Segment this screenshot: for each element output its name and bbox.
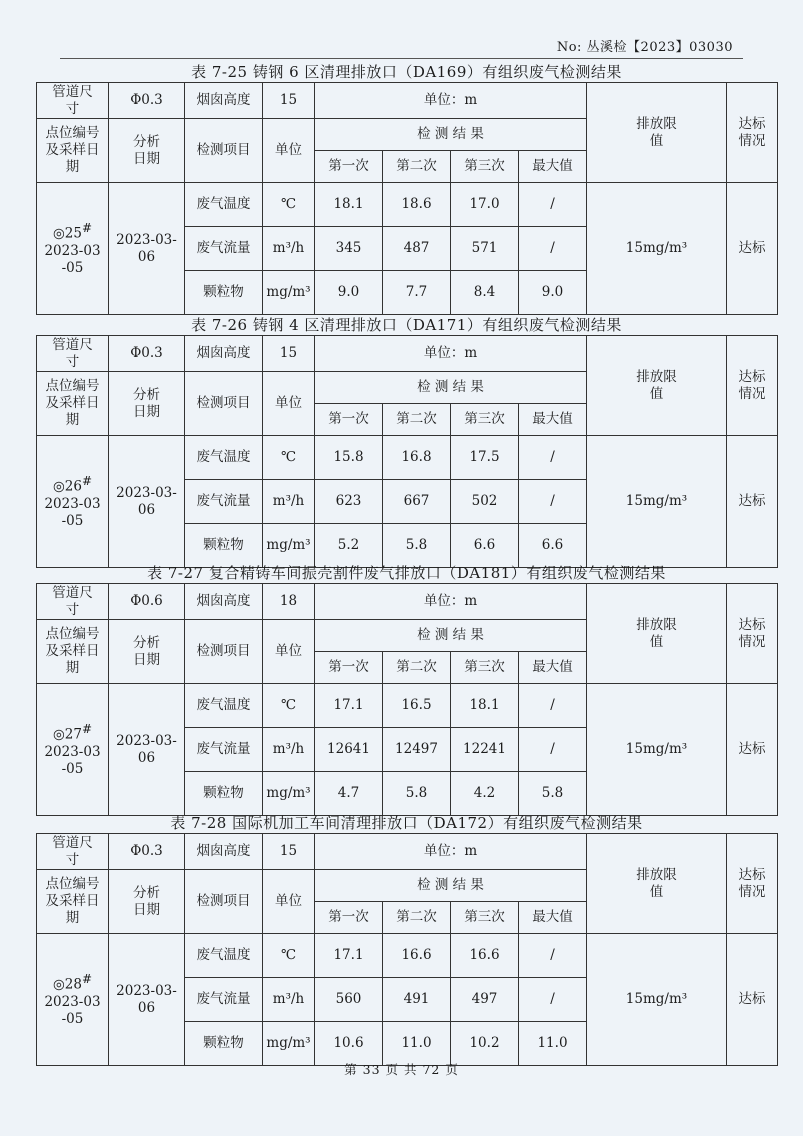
- result-table-block-4: [36, 813, 777, 1066]
- row-v2: 487: [383, 227, 451, 271]
- unit-label: 单位：m: [315, 336, 587, 372]
- pipe-size-value: Φ0.3: [109, 834, 185, 870]
- pipe-size-label: 管道尺寸: [37, 834, 109, 870]
- unit-header: 单位: [263, 372, 315, 436]
- row-v1: 5.2: [315, 524, 383, 568]
- compliance-header: 达标情况: [727, 336, 778, 436]
- row-v2: 16.5: [383, 684, 451, 728]
- row-max: /: [519, 728, 587, 772]
- results-header: 检 测 结 果: [315, 870, 587, 902]
- row-v2: 667: [383, 480, 451, 524]
- row-unit: m³/h: [263, 480, 315, 524]
- third-header: 第三次: [451, 652, 519, 684]
- row-item: 废气温度: [185, 934, 263, 978]
- row-unit: m³/h: [263, 978, 315, 1022]
- item-header: 检测项目: [185, 372, 263, 436]
- row-v3: 17.0: [451, 183, 519, 227]
- row-v2: 5.8: [383, 524, 451, 568]
- row-max: /: [519, 183, 587, 227]
- row-max: 9.0: [519, 271, 587, 315]
- chimney-height-value: 18: [263, 584, 315, 620]
- row-item: 废气温度: [185, 183, 263, 227]
- row-v2: 16.8: [383, 436, 451, 480]
- row-max: 6.6: [519, 524, 587, 568]
- unit-label: 单位：m: [315, 834, 587, 870]
- result-table: [36, 335, 778, 568]
- max-header: 最大值: [519, 902, 587, 934]
- analysis-date-cell: 2023-03- 06: [109, 183, 185, 315]
- row-unit: ℃: [263, 436, 315, 480]
- row-unit: mg/m³: [263, 772, 315, 816]
- limit-value: 15mg/m³: [587, 183, 727, 315]
- result-table: [36, 583, 778, 816]
- row-max: /: [519, 480, 587, 524]
- row-v1: 15.8: [315, 436, 383, 480]
- second-header: 第二次: [383, 902, 451, 934]
- row-v1: 17.1: [315, 684, 383, 728]
- header-rule: [60, 58, 743, 59]
- second-header: 第二次: [383, 404, 451, 436]
- row-item: 颗粒物: [185, 524, 263, 568]
- row-v3: 502: [451, 480, 519, 524]
- result-table: [36, 833, 778, 1066]
- third-header: 第三次: [451, 151, 519, 183]
- pipe-size-label: 管道尺寸: [37, 336, 109, 372]
- point-id-header: 点位编号及采样日期: [37, 119, 109, 183]
- point-id-header: 点位编号及采样日期: [37, 372, 109, 436]
- first-header: 第一次: [315, 404, 383, 436]
- analysis-date-header: 分析日期: [109, 119, 185, 183]
- row-v1: 9.0: [315, 271, 383, 315]
- row-item: 颗粒物: [185, 1022, 263, 1066]
- row-v3: 17.5: [451, 436, 519, 480]
- chimney-height-label: 烟囱高度: [185, 834, 263, 870]
- row-item: 废气温度: [185, 684, 263, 728]
- point-cell: ◎28# 2023-03 -05: [37, 934, 109, 1066]
- results-header: 检 测 结 果: [315, 119, 587, 151]
- row-v3: 4.2: [451, 772, 519, 816]
- third-header: 第三次: [451, 902, 519, 934]
- first-header: 第一次: [315, 652, 383, 684]
- row-max: 5.8: [519, 772, 587, 816]
- compliance-value: 达标: [727, 436, 778, 568]
- first-header: 第一次: [315, 151, 383, 183]
- point-id-header: 点位编号及采样日期: [37, 620, 109, 684]
- row-v1: 10.6: [315, 1022, 383, 1066]
- pipe-size-label: 管道尺寸: [37, 584, 109, 620]
- limit-header: 排放限值: [587, 834, 727, 934]
- unit-label: 单位：m: [315, 83, 587, 119]
- row-unit: mg/m³: [263, 524, 315, 568]
- row-max: /: [519, 684, 587, 728]
- second-header: 第二次: [383, 652, 451, 684]
- compliance-header: 达标情况: [727, 83, 778, 183]
- row-v2: 7.7: [383, 271, 451, 315]
- chimney-height-value: 15: [263, 83, 315, 119]
- row-v3: 6.6: [451, 524, 519, 568]
- compliance-value: 达标: [727, 183, 778, 315]
- row-v3: 18.1: [451, 684, 519, 728]
- row-item: 废气温度: [185, 436, 263, 480]
- pipe-size-label: 管道尺寸: [37, 83, 109, 119]
- compliance-value: 达标: [727, 684, 778, 816]
- limit-value: 15mg/m³: [587, 436, 727, 568]
- row-v1: 12641: [315, 728, 383, 772]
- analysis-date-header: 分析日期: [109, 372, 185, 436]
- max-header: 最大值: [519, 652, 587, 684]
- row-unit: m³/h: [263, 728, 315, 772]
- compliance-value: 达标: [727, 934, 778, 1066]
- document-number: No: 丛溪检【2023】03030: [556, 40, 733, 55]
- row-max: /: [519, 436, 587, 480]
- row-v3: 497: [451, 978, 519, 1022]
- pipe-size-value: Φ0.3: [109, 336, 185, 372]
- results-header: 检 测 结 果: [315, 372, 587, 404]
- limit-value: 15mg/m³: [587, 934, 727, 1066]
- row-max: /: [519, 934, 587, 978]
- row-v1: 623: [315, 480, 383, 524]
- row-item: 废气流量: [185, 978, 263, 1022]
- row-v1: 345: [315, 227, 383, 271]
- row-unit: ℃: [263, 183, 315, 227]
- row-v3: 12241: [451, 728, 519, 772]
- chimney-height-value: 15: [263, 336, 315, 372]
- row-item: 废气流量: [185, 227, 263, 271]
- row-v2: 11.0: [383, 1022, 451, 1066]
- item-header: 检测项目: [185, 620, 263, 684]
- point-cell: ◎26# 2023-03 -05: [37, 436, 109, 568]
- point-id-header: 点位编号及采样日期: [37, 870, 109, 934]
- third-header: 第三次: [451, 404, 519, 436]
- point-cell: ◎25# 2023-03 -05: [37, 183, 109, 315]
- row-v2: 12497: [383, 728, 451, 772]
- limit-value: 15mg/m³: [587, 684, 727, 816]
- chimney-height-label: 烟囱高度: [185, 83, 263, 119]
- unit-label: 单位：m: [315, 584, 587, 620]
- row-v2: 491: [383, 978, 451, 1022]
- chimney-height-value: 15: [263, 834, 315, 870]
- second-header: 第二次: [383, 151, 451, 183]
- pipe-size-value: Φ0.3: [109, 83, 185, 119]
- analysis-date-header: 分析日期: [109, 870, 185, 934]
- analysis-date-cell: 2023-03- 06: [109, 684, 185, 816]
- item-header: 检测项目: [185, 870, 263, 934]
- table-caption: 表 7-26 铸钢 4 区清理排放口（DA171）有组织废气检测结果: [191, 316, 622, 334]
- row-v3: 10.2: [451, 1022, 519, 1066]
- row-unit: ℃: [263, 684, 315, 728]
- unit-header: 单位: [263, 119, 315, 183]
- max-header: 最大值: [519, 404, 587, 436]
- result-table: [36, 82, 778, 315]
- unit-header: 单位: [263, 620, 315, 684]
- row-v1: 560: [315, 978, 383, 1022]
- row-item: 废气流量: [185, 480, 263, 524]
- limit-header: 排放限值: [587, 584, 727, 684]
- analysis-date-header: 分析日期: [109, 620, 185, 684]
- page-footer: 第 33 页 共 72 页: [344, 1062, 459, 1077]
- result-table-block-2: [36, 315, 777, 568]
- row-max: /: [519, 978, 587, 1022]
- max-header: 最大值: [519, 151, 587, 183]
- point-cell: ◎27# 2023-03 -05: [37, 684, 109, 816]
- chimney-height-label: 烟囱高度: [185, 584, 263, 620]
- row-v1: 18.1: [315, 183, 383, 227]
- item-header: 检测项目: [185, 119, 263, 183]
- row-unit: mg/m³: [263, 271, 315, 315]
- row-item: 颗粒物: [185, 772, 263, 816]
- row-max: /: [519, 227, 587, 271]
- pipe-size-value: Φ0.6: [109, 584, 185, 620]
- compliance-header: 达标情况: [727, 584, 778, 684]
- row-max: 11.0: [519, 1022, 587, 1066]
- result-table-block-3: [36, 563, 777, 816]
- limit-header: 排放限值: [587, 83, 727, 183]
- row-v3: 16.6: [451, 934, 519, 978]
- row-unit: ℃: [263, 934, 315, 978]
- row-v1: 4.7: [315, 772, 383, 816]
- table-caption: 表 7-27 复合精铸车间振壳割件废气排放口（DA181）有组织废气检测结果: [147, 564, 666, 582]
- row-item: 废气流量: [185, 728, 263, 772]
- row-v1: 17.1: [315, 934, 383, 978]
- first-header: 第一次: [315, 902, 383, 934]
- row-v2: 18.6: [383, 183, 451, 227]
- limit-header: 排放限值: [587, 336, 727, 436]
- row-v3: 8.4: [451, 271, 519, 315]
- compliance-header: 达标情况: [727, 834, 778, 934]
- results-header: 检 测 结 果: [315, 620, 587, 652]
- row-item: 颗粒物: [185, 271, 263, 315]
- row-unit: mg/m³: [263, 1022, 315, 1066]
- table-caption: 表 7-25 铸钢 6 区清理排放口（DA169）有组织废气检测结果: [191, 63, 622, 81]
- row-v3: 571: [451, 227, 519, 271]
- row-v2: 16.6: [383, 934, 451, 978]
- analysis-date-cell: 2023-03- 06: [109, 436, 185, 568]
- table-caption: 表 7-28 国际机加工车间清理排放口（DA172）有组织废气检测结果: [170, 814, 643, 832]
- unit-header: 单位: [263, 870, 315, 934]
- row-unit: m³/h: [263, 227, 315, 271]
- chimney-height-label: 烟囱高度: [185, 336, 263, 372]
- analysis-date-cell: 2023-03- 06: [109, 934, 185, 1066]
- result-table-block-1: [36, 62, 777, 315]
- row-v2: 5.8: [383, 772, 451, 816]
